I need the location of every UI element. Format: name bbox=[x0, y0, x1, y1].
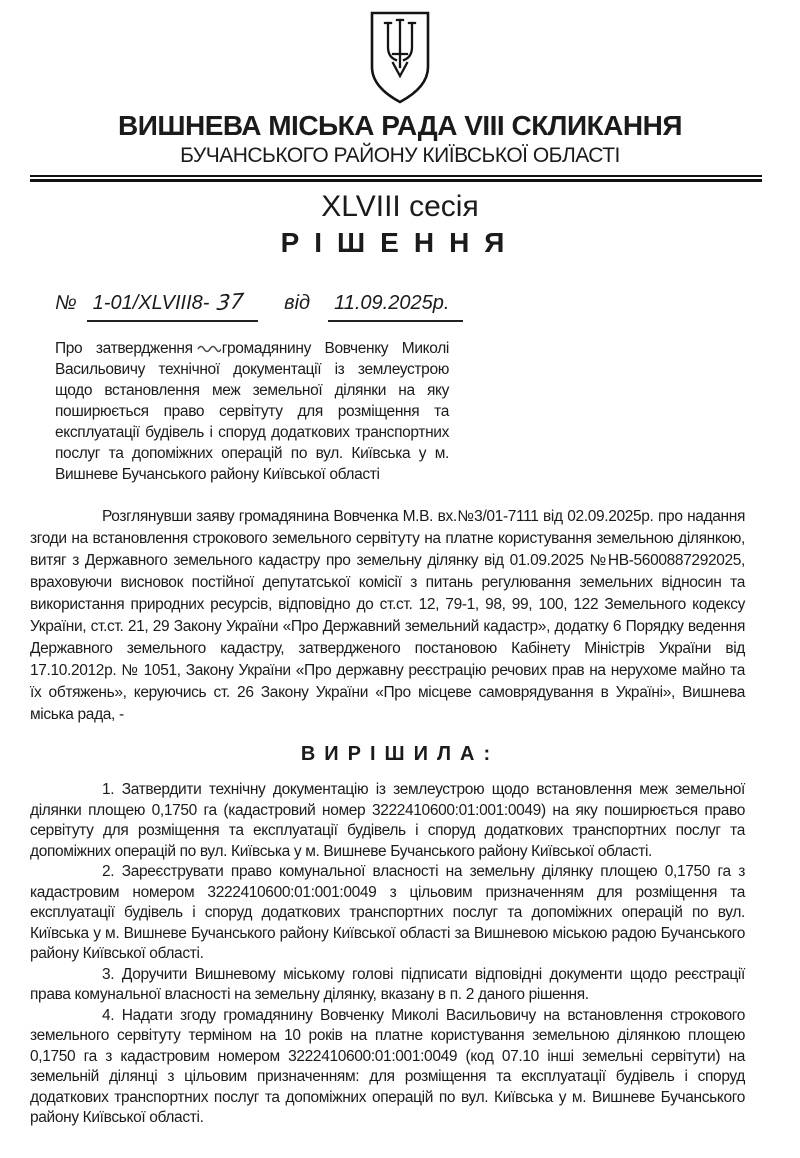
document-type-heading: РІШЕННЯ bbox=[280, 227, 520, 258]
decision-item-4: 4. Надати згоду громадянину Вовченку Миколі Васильовичу на встановлення строкового земельного сервітуту терміном на 10 років на платне користування земельною ділянкою площею 0,1750 га з кадастровим номером 3222410600:01:001:0049 (код 07.10 інші земельні сервітути) на земельній ділянці з цільовим призначенням: для розміщення та експлуатації будівель і споруд додаткових транспортних послуг та допоміжних операцій по вул. Київська у м. Вишневе Бучанського району Київської області. bbox=[30, 1006, 745, 1127]
ukraine-trident-icon bbox=[363, 10, 437, 106]
decision-item-1: 1. Затвердити технічну документацію із землеустрою щодо встановлення меж земельної ділянки площею 0,1750 га (кадастровий номер 3222410600:01:001:0049) на яку поширюється право сервітуту для розміщення та експлуатації будівель і споруд додаткових транспортних послуг та допоміжних операцій по вул. Київська у м. Вишневе Бучанського району Київської області. bbox=[30, 781, 745, 860]
preamble-paragraph: Розглянувши заяву громадянина Вовченка М.В. вх.№3/01-7111 від 02.09.2025р. про надання згоди на встановлення строкового земельного сервітуту на платне користування земельною ділянкою, витяг з Державного земельного кадастру про земельну ділянку від 01.09.2025 №НВ-5600887292025, враховуючи висновок постійної депутатської комісії з питань регулювання земельних відносин та використання природних ресурсів, відповідно до ст.ст. 12, 79-1, 98, 99, 100, 122 Земельного кодексу України, ст.ст. 21, 29 Закону України «Про Державний земельний кадастр», додатку 6 Порядку ведення Державного земельного кадастру, затвердженого постановою Кабінету Міністрів України від 17.10.2012р. № 1051, Закону України «Про державну реєстрацію речових прав на нерухоме майно та їх обтяжень», керуючись ст. 26 Закону України «Про місцеве самоврядування в Україні», Вишнева міська рада, - bbox=[30, 508, 745, 724]
decision-item-3: 3. Доручити Вишневому міському голові підписати відповідні документи щодо реєстрації права комунальної власності на земельну ділянку, вказану в п. 2 даного рішення. bbox=[30, 965, 745, 1004]
document-date: 11.09.2025р. bbox=[328, 289, 463, 322]
reference-line bbox=[55, 288, 800, 322]
council-title: ВИШНЕВА МІСЬКА РАДА VIII СКЛИКАННЯ bbox=[118, 110, 682, 141]
subject-paragraph bbox=[55, 338, 449, 485]
document-number-typed: 1-01/XLVIII8- bbox=[92, 292, 210, 314]
preamble-block bbox=[30, 506, 745, 726]
handwritten-strike-mark bbox=[197, 338, 221, 359]
document-number bbox=[87, 288, 258, 322]
district-subtitle: БУЧАНСЬКОГО РАЙОНУ КИЇВСЬКОЇ ОБЛАСТІ bbox=[180, 144, 620, 167]
header-divider bbox=[30, 175, 762, 182]
resolved-heading: ВИРІШИЛА: bbox=[300, 743, 500, 766]
session-heading: XLVIII сесія bbox=[321, 190, 479, 223]
number-label: № bbox=[55, 292, 77, 314]
date-label: від bbox=[284, 292, 311, 314]
decision-items bbox=[30, 780, 745, 1129]
decision-item-2: 2. Зареєструвати право комунальної власності на земельну ділянку площею 0,1750 га з кадастровим номером 3222410600:01:001:0049 з цільовим призначенням для розміщення та експлуатації будівель і споруд додаткових транспортних послуг та допоміжних операцій по вул. Київська у м. Вишневе Бучанського району Київської області за Вишневою міською радою Бучанського району Київської області. bbox=[30, 863, 745, 963]
subject-part1: Про затвердження bbox=[55, 340, 193, 357]
subject-part2: громадянину Вовченку Миколі Васильовичу технічної документації із землеустрою щодо встановлення меж земельної ділянки на яку поширюється право сервітуту для розміщення та експлуатації будівель і споруд додаткових транспортних послуг та допоміжних операцій по вул. Київська у м. Вишневе Бучанського району Київської області bbox=[55, 340, 449, 484]
emblem bbox=[0, 10, 800, 107]
handwritten-number: 37 bbox=[216, 288, 246, 316]
